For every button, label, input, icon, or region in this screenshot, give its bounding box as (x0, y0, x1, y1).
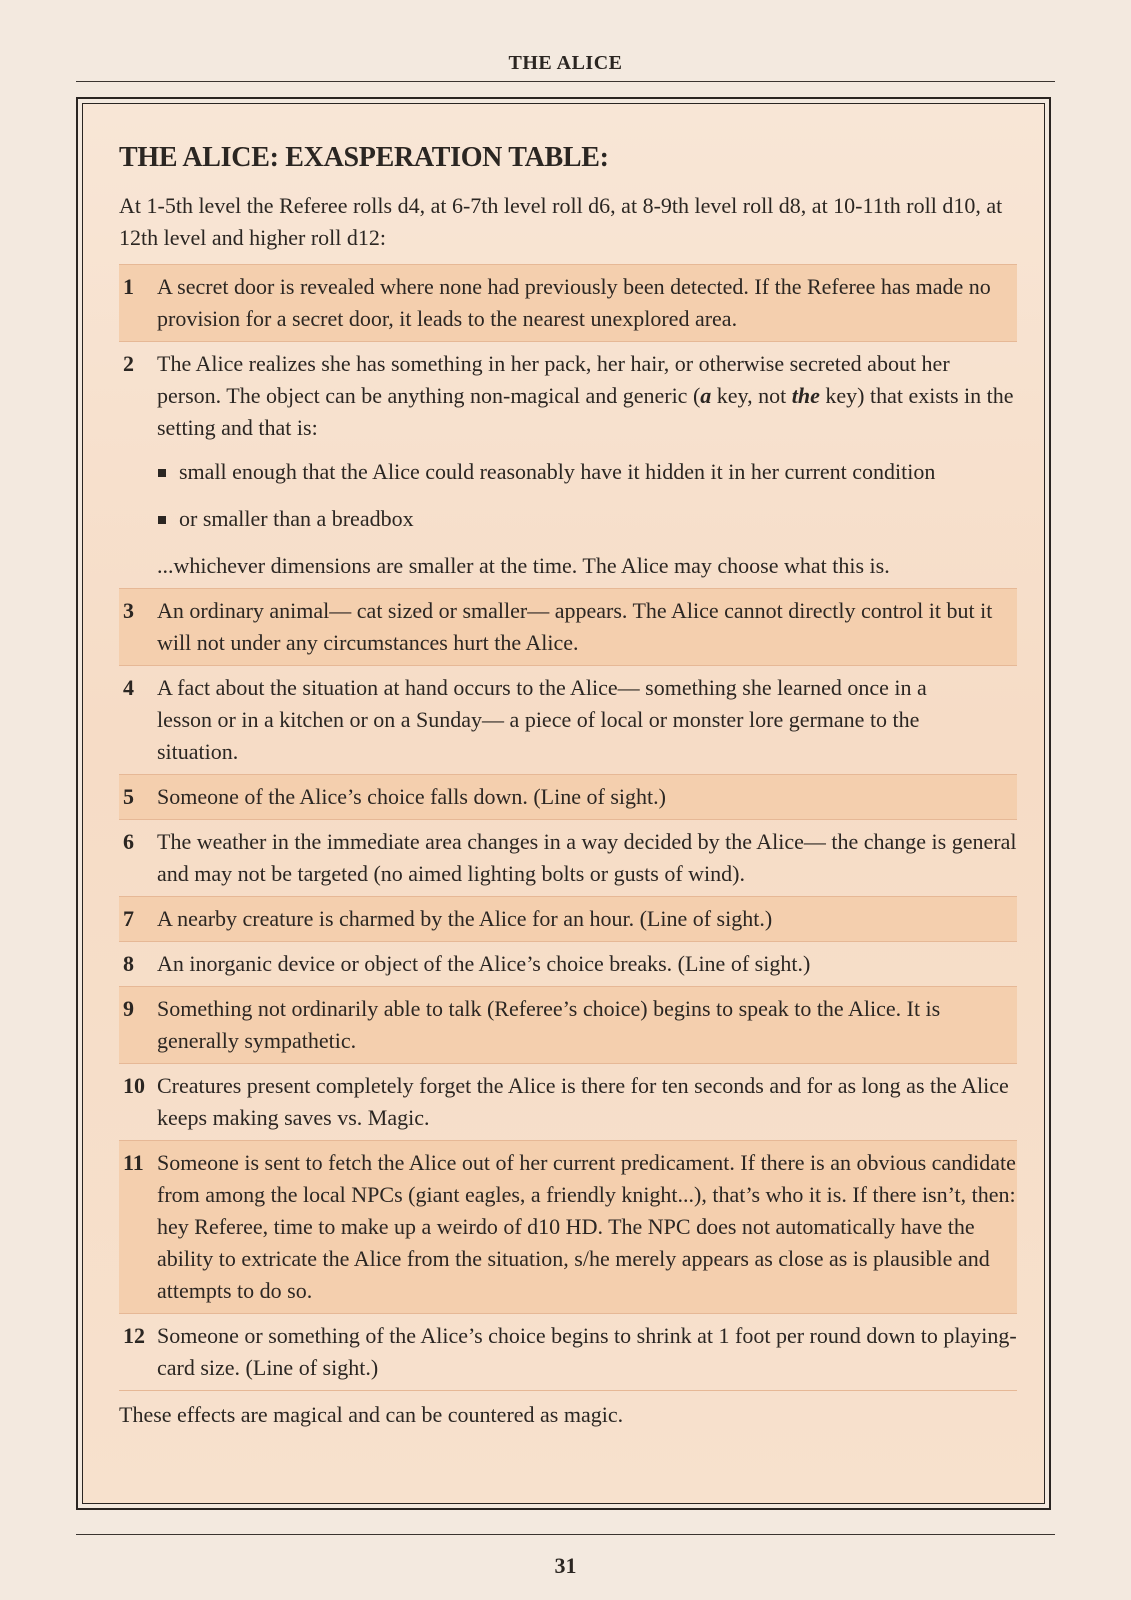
table-row (119, 1140, 1017, 1313)
row-text: Something not ordinarily able to talk (Referee’s choice) begins to speak to the Alice. It is generally sympathetic. (157, 996, 941, 1053)
row-text: Creatures present completely forget the Alice is there for ten seconds and for as long as the Alice keeps making saves vs. Magic. (157, 1073, 1009, 1130)
row-number: 10 (123, 1073, 145, 1098)
row-text: An ordinary animal— cat sized or smaller— appears. The Alice cannot directly control it but it will not under any circumstances hurt the Alice. (157, 598, 993, 655)
table-title: THE ALICE: EXASPERATION TABLE: (119, 142, 609, 173)
bullet-item: or smaller than a breadbox (157, 503, 1017, 535)
row-text: A fact about the situation at hand occurs to the Alice— something she learned once in a lesson or in a kitchen or on a Sunday— a piece of local or monster lore germane to the situation. (157, 675, 927, 764)
table-row (119, 896, 1017, 941)
header-rule (76, 81, 1055, 82)
row-text (157, 348, 1017, 582)
row-text: Someone or something of the Alice’s choice begins to shrink at 1 foot per round down to playing-card size. (Line of sight.) (157, 1323, 1017, 1380)
row-text: An inorganic device or object of the Alice’s choice breaks. (Line of sight.) (157, 951, 811, 976)
row-text: Someone is sent to fetch the Alice out of her current predicament. If there is an obvious candidate from among the local NPCs (giant eagles, a friendly knight...), that’s who it is. If there isn’t, then: hey Referee, time to make up a weirdo of d10 HD. The NPC does not automatically have the ability to extricate the Alice from the situation, s/he merely appears as close as is plausible and attempts to do so. (157, 1150, 1016, 1303)
table-row (119, 986, 1017, 1063)
bullet-item: small enough that the Alice could reasonably have it hidden it in her current condition (157, 456, 1017, 488)
table-content (119, 142, 1017, 1431)
table-intro: At 1-5th level the Referee rolls d4, at 6-7th level roll d6, at 8-9th level roll d8, at 10-11th roll d10, at 12th level and higher roll d12: (119, 193, 1003, 250)
table-row (119, 1063, 1017, 1140)
table-frame-inner (82, 103, 1045, 1504)
row-number: 6 (123, 829, 134, 854)
table-row (119, 774, 1017, 819)
bullet-list (157, 456, 1017, 535)
table-row (119, 665, 1017, 774)
row-text: A nearby creature is charmed by the Alice for an hour. (Line of sight.) (157, 906, 773, 931)
table-row (119, 341, 1017, 588)
table-row (119, 819, 1017, 896)
row-number: 1 (123, 274, 134, 299)
row-text: A secret door is revealed where none had previously been detected. If the Referee has made no provision for a secret door, it leads to the nearest unexplored area. (157, 274, 991, 331)
row-text: The weather in the immediate area changes in a way decided by the Alice— the change is general and may not be targeted (no aimed lighting bolts or gusts of wind). (157, 829, 1017, 886)
page-number: 31 (554, 1553, 577, 1578)
row-number: 7 (123, 906, 134, 931)
row-text: Someone of the Alice’s choice falls down. (Line of sight.) (157, 784, 666, 809)
table-frame (76, 97, 1051, 1510)
row-text-main: The Alice realizes she has something in her pack, her hair, or otherwise secreted about her person. The object can be anything non-magical and generic (a key, not the key) that exists in the setting and that is: (157, 351, 1014, 440)
row-number: 9 (123, 996, 134, 1021)
row-number: 12 (123, 1323, 145, 1348)
row-number: 5 (123, 784, 134, 809)
table-row (119, 1313, 1017, 1390)
row-number: 4 (123, 675, 134, 700)
table-row (119, 941, 1017, 986)
row-number: 2 (123, 351, 134, 376)
table-bottom-rule (119, 1390, 1017, 1391)
row-number: 8 (123, 951, 134, 976)
table-row (119, 264, 1017, 341)
table-row (119, 588, 1017, 665)
row-text-after: ...whichever dimensions are smaller at the time. The Alice may choose what this is. (157, 553, 890, 578)
table-outro: These effects are magical and can be countered as magic. (119, 1402, 624, 1427)
running-head: THE ALICE (508, 52, 623, 74)
footer-rule (76, 1534, 1055, 1535)
row-number: 11 (123, 1150, 144, 1175)
row-number: 3 (123, 598, 134, 623)
